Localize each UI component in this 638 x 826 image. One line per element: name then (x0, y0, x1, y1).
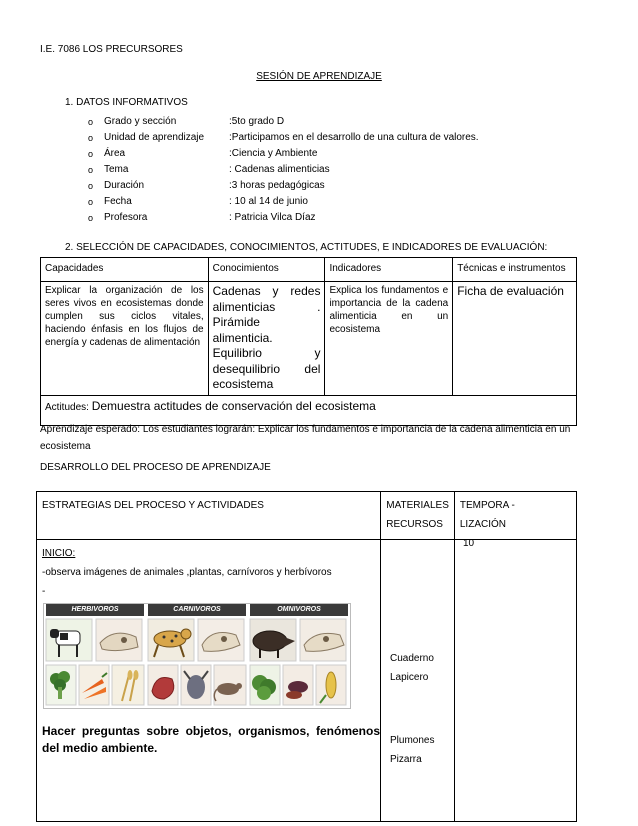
actividad-text: -observa imágenes de animales ,plantas, carnívoros y herbívoros (42, 567, 332, 578)
bullet-icon: o (88, 117, 94, 127)
animals-classification-image (43, 603, 351, 709)
tecnicas-cell: Ficha de evaluación (453, 282, 577, 396)
materiales-group-1 (390, 649, 434, 687)
info-row-unidad (88, 130, 608, 146)
bullet-icon: o (88, 133, 94, 143)
info-row-area (88, 146, 608, 162)
column-header-capacidades: Capacidades (41, 258, 209, 282)
info-value: : Cadenas alimenticias (229, 164, 330, 175)
info-label: Área (104, 148, 126, 159)
column-header-conocimientos: Conocimientos (208, 258, 325, 282)
indicadores-cell: Explica los fundamentos e importancia de la cadena alimenticia en un ecosistema (325, 282, 453, 396)
info-row-duracion (88, 178, 608, 194)
info-value: :3 horas pedagógicas (229, 180, 325, 191)
bullet-icon: o (88, 213, 94, 223)
info-row-profesora (88, 210, 608, 226)
bullet-icon: o (88, 181, 94, 191)
table-row (41, 282, 577, 396)
dash-text: - (42, 586, 46, 597)
material-item: Plumones (390, 735, 435, 746)
actitudes-label: Actitudes: (45, 401, 89, 413)
materiales-group-2 (390, 731, 434, 769)
tiempo-value: 10 (463, 538, 475, 549)
bullet-icon: o (88, 165, 94, 175)
process-header-row (37, 492, 577, 540)
info-label: Tema (104, 164, 129, 175)
table-header-row (41, 258, 577, 282)
section-1-heading: 1. DATOS INFORMATIVOS (65, 97, 188, 108)
info-label: Fecha (104, 196, 132, 207)
school-name: I.E. 7086 LOS PRECURSORES (40, 44, 183, 55)
info-row-fecha (88, 194, 608, 210)
info-value: :Participamos en el desarrollo de una cultura de valores. (229, 132, 479, 143)
herbivoros-band: HERBIVOROS (46, 604, 144, 616)
carnivoros-band: CARNIVOROS (148, 604, 246, 616)
column-header-materiales: MATERIALES RECURSOS (381, 492, 455, 540)
material-item: Lapicero (390, 672, 429, 683)
conocimientos-cell: Cadenas y redes alimenticias . Pirámide alimenticia. Equilibrio y desequilibrio del ecosistema (208, 282, 325, 396)
info-list (88, 114, 608, 226)
animals-illustration (44, 617, 350, 709)
info-row-grado (88, 114, 608, 130)
omnivoros-band: OMNIVOROS (250, 604, 348, 616)
info-label: Duración (104, 180, 145, 191)
column-header-tecnicas: Técnicas e instrumentos (453, 258, 577, 282)
evaluation-table (40, 257, 577, 426)
info-value: : Patricia Vilca Díaz (229, 212, 316, 223)
info-row-tema (88, 162, 608, 178)
page-title: SESIÓN DE APRENDIZAJE (256, 71, 382, 82)
actitudes-text: Demuestra actitudes de conservación del ecosistema (91, 398, 376, 413)
info-value: :5to grado D (229, 116, 285, 127)
column-header-indicadores: Indicadores (325, 258, 453, 282)
material-item: Cuaderno (390, 653, 434, 664)
info-value: :Ciencia y Ambiente (229, 148, 318, 159)
info-value: : 10 al 14 de junio (229, 196, 308, 207)
capacidades-cell: Explicar la organización de los seres vivos en ecosistemas donde cumplen sus ciclos vitales, haciendo énfasis en los flujos de energía y cadenas de alimentación (41, 282, 209, 396)
temporalizacion-cell (454, 540, 576, 822)
info-label: Profesora (104, 212, 148, 223)
bullet-icon: o (88, 149, 94, 159)
info-label: Grado y sección (104, 116, 177, 127)
section-2-heading: 2. SELECCIÓN DE CAPACIDADES, CONOCIMIENTOS, ACTITUDES, E INDICADORES DE EVALUACIÓN: (65, 242, 548, 253)
inicio-label: INICIO: (42, 548, 76, 559)
bullet-icon: o (88, 197, 94, 207)
info-label: Unidad de aprendizaje (104, 132, 205, 143)
desarrollo-heading: DESARROLLO DEL PROCESO DE APRENDIZAJE (40, 462, 271, 473)
aprendizaje-esperado: Aprendizaje esperado: Los estudiantes lograrán: Explicar los fundamentos e importancia de la cadena alimenticia en un ecosistema (40, 424, 571, 452)
preguntas-text: Hacer preguntas sobre objetos, organismos, fenómenos del medio ambiente. (42, 724, 380, 755)
column-header-estrategias: ESTRATEGIAS DEL PROCESO Y ACTIVIDADES (37, 492, 381, 540)
material-item: Pizarra (390, 754, 422, 765)
column-header-temporalizacion: TEMPORA - LIZACIÓN (454, 492, 576, 540)
